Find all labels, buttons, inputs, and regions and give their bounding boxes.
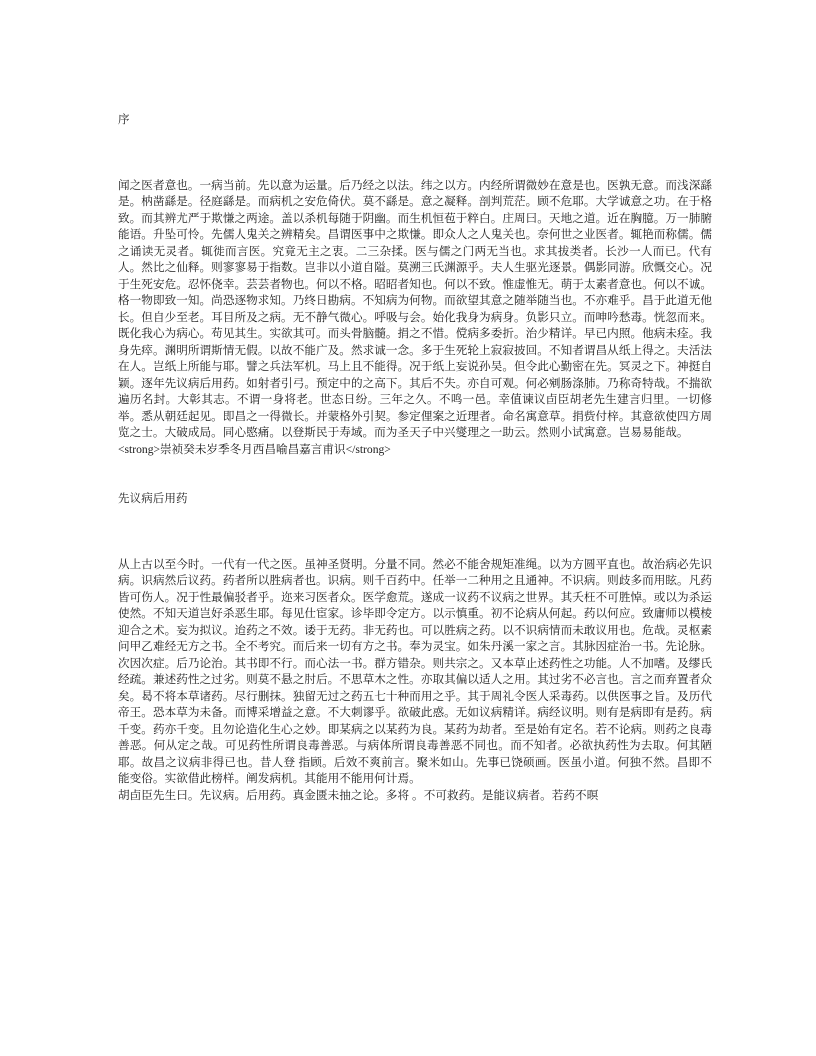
section-heading-yi-bing-yong-yao: 先议病后用药 <box>118 493 188 505</box>
section-two-paragraph-2: 胡卣臣先生曰。先议病。后用药。真金匮未抽之论。多将 。不可救药。是能议病者。若药不暝 <box>118 788 599 802</box>
preface-paragraph: 闻之医者意也。一病当前。先以意为运量。后乃经之以法。纬之以方。内经所谓微妙在意是也。医孰无意。而浅深繇是。枘凿繇是。径庭繇是。而病机之安危倚伏。莫不繇是。意之凝释。剖判荒茫。顾不危耶。大学诚意之功。在于格致。而其辨尤严于欺慊之两途。盖以杀机每随于阴幽。而生机恒苞于粹白。庄周曰。天地之道。近在胸臆。万一肺腑能语。升坠可怜。先儒人鬼关之辨精矣。昌谓医事中之欺慊。即众人之人鬼关也。奈何世之业医者。辄艳而称儒。儒之诵读无灵者。辄徙而言医。究竟无主之衷。二三杂揉。医与儒之门两无当也。求其拔类者。长沙一人而已。代有人。然比之仙释。则寥寥易于指数。岂非以小道自隘。莫溯三氏渊源乎。夫人生驱光逐景。偶影同游。欣慨交心。况于生死安危。忍怀侥幸。芸芸者物也。何以不格。昭昭者知也。何以不致。惟虚惟无。萌于太素者意也。何以不诚。格一物即致一知。尚恐逐物求知。乃终日勘病。不知病为何物。而欲望其意之随举随当也。不亦难乎。昌于此道无他长。但自少至老。耳目所及之病。无不静气微心。呼吸与会。始化我身为病身。负影只立。而呻吟愁毒。恍忽而来。既化我心为病心。苟见其生。实欲其可。而头骨脑髓。捐之不惜。傥病多委折。治少精详。早已内照。他病未痊。我身先瘁。渊明所谓斯情无假。以故不能广及。然求诚一念。多于生死轮上寂寂披回。不知者谓昌从纸上得之。夫活法在人。岂纸上所能与耶。譬之兵法军机。马上且不能得。况于纸上妄说孙吴。但令此心勤密在先。冥灵之下。神挺自颖。逐年先议病后用药。如射者引弓。预定中的之高下。其后不失。亦自可观。何必剜肠涤肺。乃称奇特哉。不揣欲遍历名封。大彰其志。不谓一身将老。世态日纷。三年之久。不鸣一邑。幸值谏议卣臣胡老先生建言归里。一切修举。悉从朝廷起见。即昌之一得微长。并蒙格外引契。参定俚案之近理者。命名寓意草。捐赀付梓。其意欲使四方周览之士。大破成局。同心愍痛。以登斯民于寿域。而为圣天子中兴燮理之一助云。然则小试寓意。岂易易能哉。 <box>118 178 712 439</box>
spacer-after-section-two-heading <box>118 508 712 557</box>
spacer-after-preface-heading <box>118 129 712 178</box>
section-two-paragraph-1: 从上古以至今时。一代有一代之医。虽神圣贤明。分量不同。然必不能舍规矩准绳。以为方圆平直也。故治病必先识病。识病然后议药。药者所以胜病者也。识病。则千百药中。任举一二种用之且通神。不识病。则歧多而用眩。凡药皆可伤人。况于性最偏驳者乎。迩来习医者众。医学愈荒。遂成一议药不议病之世界。其夭枉不可胜悼。或以为杀运使然。不知天道岂好杀恶生耶。每见仕宦家。诊毕即令定方。以示慎重。初不论病从何起。药以何应。致庸师以模棱迎合之术。妄为拟议。迨药之不效。诿于无药。非无药也。可以胜病之药。以不识病情而未敢议用也。危哉。灵枢素问甲乙难经无方之书。全不考究。而后来一切有方之书。奉为灵宝。如朱丹溪一家之言。其脉因症治一书。先论脉。次因次症。后乃论治。其书即不行。而心法一书。群方错杂。则共宗之。又本草止述药性之功能。人不加嗜。及缪氏经疏。兼述药性之过劣。则莫不悬之肘后。不思草木之性。亦取其偏以适人之用。其过劣不必言也。言之而弃置者众矣。曷不将本草诸药。尽行删抹。独留无过之药五七十种而用之乎。其于周礼令医人采毒药。以供医事之旨。及历代帝王。恐本草为未备。而博采增益之意。不大刺谬乎。欲破此惑。无如议病精详。病经议明。则有是病即有是药。病千变。药亦千变。且勿论造化生心之妙。即某病之以某药为良。某药为劫者。至是始有定名。若不论病。则药之良毒善恶。何从定之哉。可见药性所谓良毒善恶。与病体所谓良毒善恶不同也。而不知者。必欲执药性为去取。何其陋耶。故昌之议病非得已也。昔人登 指顾。后效不爽前言。聚米如山。先事已饶硕画。医虽小道。何独不然。昌即不能变俗。实欲借此榜样。阐发病机。其能用不能用何计焉。 <box>118 557 712 785</box>
section-heading-preface: 序 <box>118 114 130 126</box>
spacer-before-section-two <box>118 458 712 491</box>
document-content <box>118 112 712 804</box>
preface-signature-raw: <strong>崇祯癸未岁季冬月西昌喻昌嘉言甫识</strong> <box>118 442 391 456</box>
